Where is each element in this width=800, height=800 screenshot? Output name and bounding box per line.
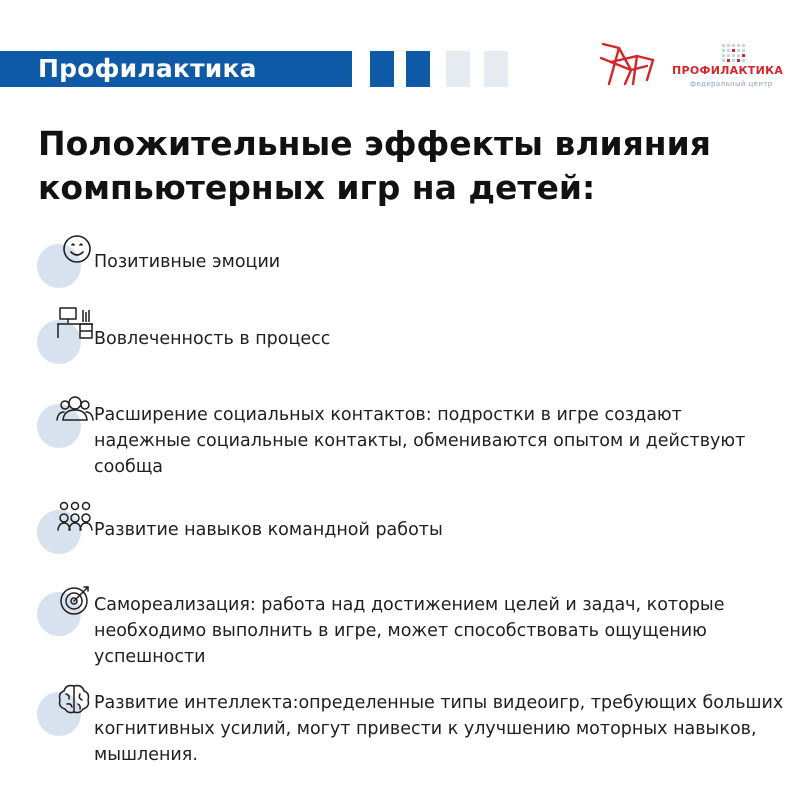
chair-logo-icon [597,40,657,88]
workspace-desk-icon [56,306,94,340]
brain-icon [56,682,94,716]
logo-subtitle: федеральный центр [690,80,773,88]
target-icon [56,582,94,616]
grid-logo-icon [722,44,748,62]
people-group-icon [56,394,94,428]
banner-label: Профилактика [38,54,257,83]
title-line: Положительные эффекты влияния [38,124,711,163]
list-item-text: Развитие интеллекта:определенные типы видеоигр, требующих больших когнитивных усилий, могут привести к улучшению моторных навыков, мышления. [94,693,784,765]
title-line: компьютерных игр на детей: [38,168,596,207]
smiley-icon [56,232,94,266]
header-banner [0,51,352,87]
list-item-text: Развитие навыков командной работы [94,520,443,540]
page-title [38,122,778,210]
list-item-text: Расширение социальных контактов: подростки в игре создают надежные социальные контакты, обмениваются опытом и действуют сообща [94,405,746,477]
list-item-text: Самореализация: работа над достижением целей и задач, которые необходимо выполнить в игре, может способствовать ощущению успешности [94,595,725,667]
logo-name: ПРОФИЛАКТИКА [672,64,784,77]
list-item-text: Позитивные эмоции [94,252,281,272]
decor-square [446,51,470,87]
decor-square [406,51,430,87]
decor-square [484,51,508,87]
team-icon [56,500,94,534]
list-item-text: Вовлеченность в процесс [94,329,331,349]
decor-square [370,51,394,87]
